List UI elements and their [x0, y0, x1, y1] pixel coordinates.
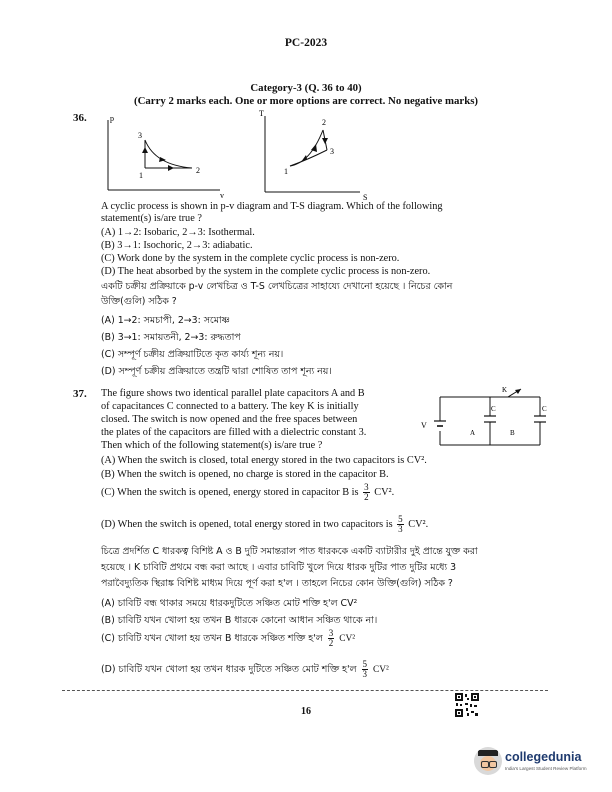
brand-tagline: India's Largest Student Review Platform: [505, 766, 587, 771]
battery-label: V: [421, 421, 427, 430]
pv-axis-v: v: [220, 191, 224, 200]
pv-arrow-12: [168, 165, 174, 171]
q37-stem-line4: the plates of the capacitors are filled with a dielectric constant 3.: [101, 427, 367, 438]
q37-option-a: (A) When the switch is closed, total energy stored in the two capacitors is CV².: [101, 455, 427, 466]
pv-point-3: 3: [138, 131, 142, 140]
q37-option-d: (D) When the switch is opened, total energy stored in two capacitors is $\frac{5}{3}$ CV².: [101, 514, 429, 534]
q36-stem-line1: A cyclic process is shown in p-v diagram and T-S diagram. Which of the following: [101, 201, 443, 212]
q36-stem-line2: statement(s) is/are true ?: [101, 213, 202, 224]
pv-point-2: 2: [196, 166, 200, 175]
ts-point-1: 1: [284, 167, 288, 176]
q36-option-c: (C) Work done by the system in the complete cyclic process is non-zero.: [101, 253, 400, 264]
q36-bn-option-a: (A) 1→2: সমচাপী, 2→3: সমোষ্ণ: [101, 315, 230, 326]
pv-arrow-31: [142, 147, 148, 153]
q36-bn-option-d: (D) সম্পূর্ণ চক্রীয় প্রক্রিয়াতে তন্ত্রটি দ্বারা শোষিত তাপ শূন্য নয়।: [101, 366, 332, 377]
q36-bn-stem-line2: উক্তি(গুলি) সঠিক ?: [101, 296, 177, 307]
q37-bn-option-b: (B) চাবিটি যখন খোলা হয় তখন B ধারকে কোনো আধান সঞ্চিত থাকে না।: [101, 615, 378, 626]
question-number-36: 36.: [73, 112, 87, 124]
q37-bn-stem-line1: চিত্রে প্রদর্শিত C ধারকত্ব বিশিষ্ট A ও B দুটি সমান্তরাল পাত ধারককে একটি ব্যাটারীর দুই প্রান্তে যুক্ত করা: [101, 546, 478, 557]
brand-logo-icon: [474, 747, 502, 775]
key-label: K: [502, 386, 508, 394]
pv-point-1: 1: [139, 171, 143, 180]
q37-stem-line1: The figure shows two identical parallel plate capacitors A and B: [101, 388, 365, 399]
capacitor-circuit: [418, 385, 553, 457]
capacitor-a-value: C: [491, 405, 496, 413]
qr-code: [455, 693, 479, 717]
instructions: (Carry 2 marks each. One or more options are correct. No negative marks): [133, 95, 479, 107]
q37-stem-line2: of capacitances C connected to a battery. The key K is initially: [101, 401, 359, 412]
q37-stem-line5: Then which of the following statement(s) is/are true ?: [101, 440, 323, 451]
ts-diagram: [255, 108, 380, 203]
pv-axis-p: p: [110, 114, 114, 123]
capacitor-a-label: A: [470, 429, 476, 437]
q37-stem-line3: closed. The switch is now opened and the free spaces between: [101, 414, 358, 425]
ts-arrow-23: [322, 138, 328, 144]
q36-bn-option-c: (C) সম্পূর্ণ চক্রীয় প্রক্রিয়াটিতে কৃত কার্য্য শূন্য নয়।: [101, 349, 284, 360]
q36-option-b: (B) 3→1: Isochoric, 2→3: adiabatic.: [101, 240, 253, 251]
ts-point-3: 3: [330, 147, 334, 156]
ts-axis-S: S: [363, 193, 368, 202]
q36-bn-stem-line1: একটি চক্রীয় প্রক্রিয়াকে p-v লেখচিত্র ও T-S লেখচিত্রের সাহায্যে দেখানো হয়েছে । নিচের কোন: [101, 281, 453, 292]
q37-bn-option-c: (C) চাবিটি যখন খোলা হয় তখন B ধারকে সঞ্চিত শক্তি হ'ল $\frac{3}{2}$ CV²: [101, 628, 356, 648]
q37-option-c: (C) When the switch is opened, energy stored in capacitor B is $\frac{3}{2}$ CV².: [101, 482, 395, 502]
q37-bn-stem-line3: পরাবৈদ্যুতিক স্থিরাঙ্ক বিশিষ্ট মাধ্যম দিয়ে পূর্ণ করা হ'ল । তাহলে নিচের কোন উক্তি(গুলি) সঠিক ?: [101, 578, 453, 589]
question-number-37: 37.: [73, 388, 87, 400]
q37-bn-stem-line2: হয়েছে । K চাবিটি প্রথমে বন্ধ করা আছে । এবার চাবিটি খুলে দিয়ে ধারক দুটির পাত দুটির মধ্যে 3: [101, 562, 457, 573]
capacitor-b-label: B: [510, 429, 515, 437]
q37-bn-option-a: (A) চাবিটি বন্ধ থাকার সময়ে ধারকদুটিতে সঞ্চিত মোট শক্তি হ'ল CV²: [101, 598, 358, 609]
ts-axis-T: T: [259, 109, 264, 118]
brand-name: collegedunia: [505, 750, 582, 764]
q36-option-d: (D) The heat absorbed by the system in the complete cyclic process is non-zero.: [101, 266, 431, 277]
footer-divider: [62, 690, 548, 691]
q37-option-b: (B) When the switch is opened, no charge is stored in the capacitor B.: [101, 469, 389, 480]
q36-option-a: (A) 1→2: Isobaric, 2→3: Isothermal.: [101, 227, 255, 238]
capacitor-b-value: C: [542, 405, 547, 413]
ts-point-2: 2: [322, 118, 326, 127]
pv-diagram: [100, 110, 240, 202]
page-number: 16: [301, 706, 311, 717]
q37-bn-option-d: (D) চাবিটি যখন খোলা হয় তখন ধারক দুটিতে সঞ্চিত মোট শক্তি হ'ল $\frac{5}{3}$ CV²: [101, 659, 389, 679]
exam-code: PC-2023: [284, 37, 328, 49]
q36-bn-option-b: (B) 3→1: সমায়তনী, 2→3: রুদ্ধতাপ: [101, 332, 241, 343]
category-heading: Category-3 (Q. 36 to 40): [250, 82, 362, 94]
